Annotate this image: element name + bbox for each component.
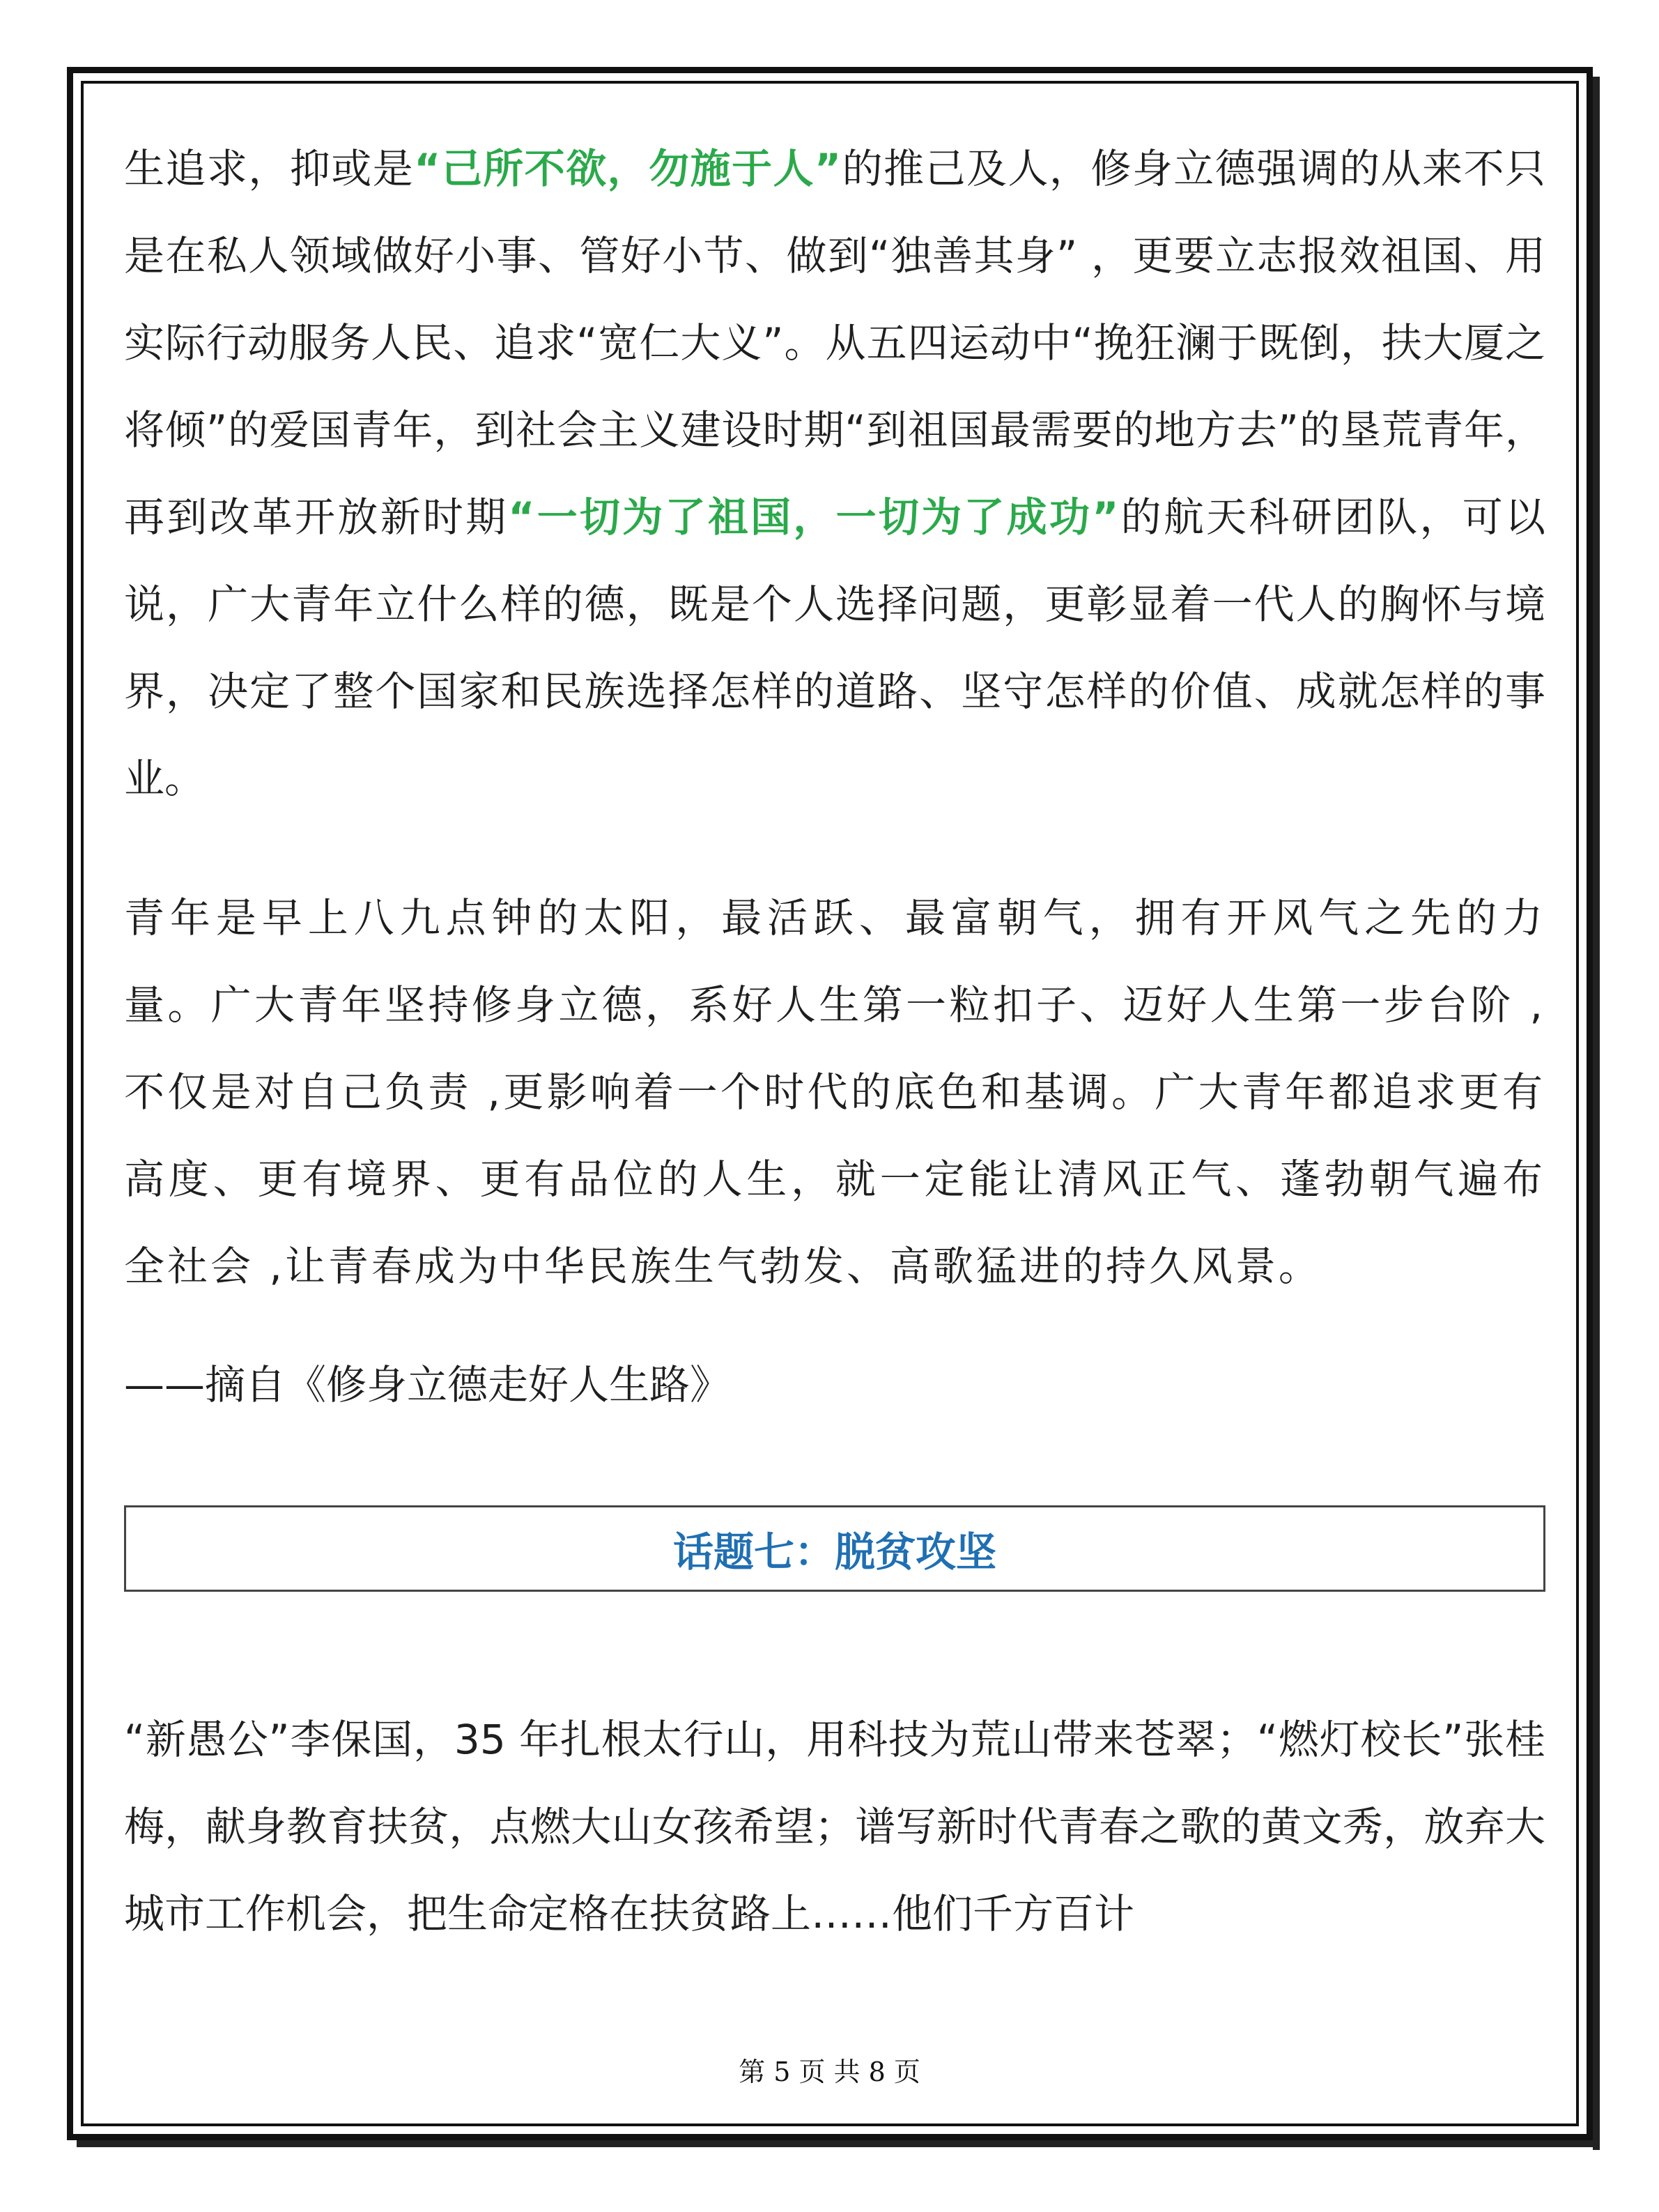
paragraph-1-seg2: 的推己及人，修身立德强调的从来不只是在私人领域做好小事、管好小节、做到“独善其身” ，更要立志报效祖国、用实际行动服务人民、追求“宽仁大义”。从五四运动中“挽狂澜于既倒，扶大厦之将倾”的爱国青年，到社会主义建设时期“到祖国最需要的地方去”的垦荒青年，再到改革开放新时期 xyxy=(124,145,1545,541)
paragraph-2: 青年是早上八九点钟的太阳，最活跃、最富朝气，拥有开风气之先的力量。广大青年坚持修身立德，系好人生第一粒扣子、迈好人生第一步台阶 ,不仅是对自己负责 ,更影响着一个时代的底色和基调。广大青年都追求更有高度、更有境界、更有品位的人生，就一定能让清风正气、蓬勃朝气遍布全社会 ,让青春成为中华民族生气勃发、高歌猛进的持久风景。 xyxy=(124,894,1545,1290)
topic-heading-box xyxy=(124,1505,1545,1592)
topic-title: 话题七：脱贫攻坚 xyxy=(672,1528,996,1576)
citation: ——摘自《修身立德走好人生路》 xyxy=(124,1361,731,1408)
highlight-quote-2: “一切为了祖国，一切为了成功” xyxy=(508,493,1119,541)
paragraph-1-seg3: 的航天科研团队，可以说，广大青年立什么样的德，既是个人选择问题，更彰显着一代人的胸怀与境界，决定了整个国家和民族选择怎样的道路、坚守怎样的价值、成就怎样的事业。 xyxy=(124,493,1545,802)
document-body xyxy=(124,125,1545,1958)
page-number-footer: 第 5 页 共 8 页 xyxy=(739,2057,920,2087)
paragraph-1-seg1: 生追求，抑或是 xyxy=(124,145,415,192)
highlight-quote-1: “己所不欲，勿施于人” xyxy=(414,145,842,192)
page-frame-shadow-right xyxy=(1593,77,1600,2150)
page-frame-shadow-bottom xyxy=(77,2140,1600,2147)
paragraph-3: “新愚公”李保国，35 年扎根太行山，用科技为荒山带来苍翠；“燃灯校长”张桂梅，献身教育扶贫，点燃大山女孩希望；谱写新时代青春之歌的黄文秀，放弃大城市工作机会，把生命定格在扶贫路上……他们千方百计 xyxy=(124,1716,1545,1937)
paragraph-1 xyxy=(124,125,1545,822)
